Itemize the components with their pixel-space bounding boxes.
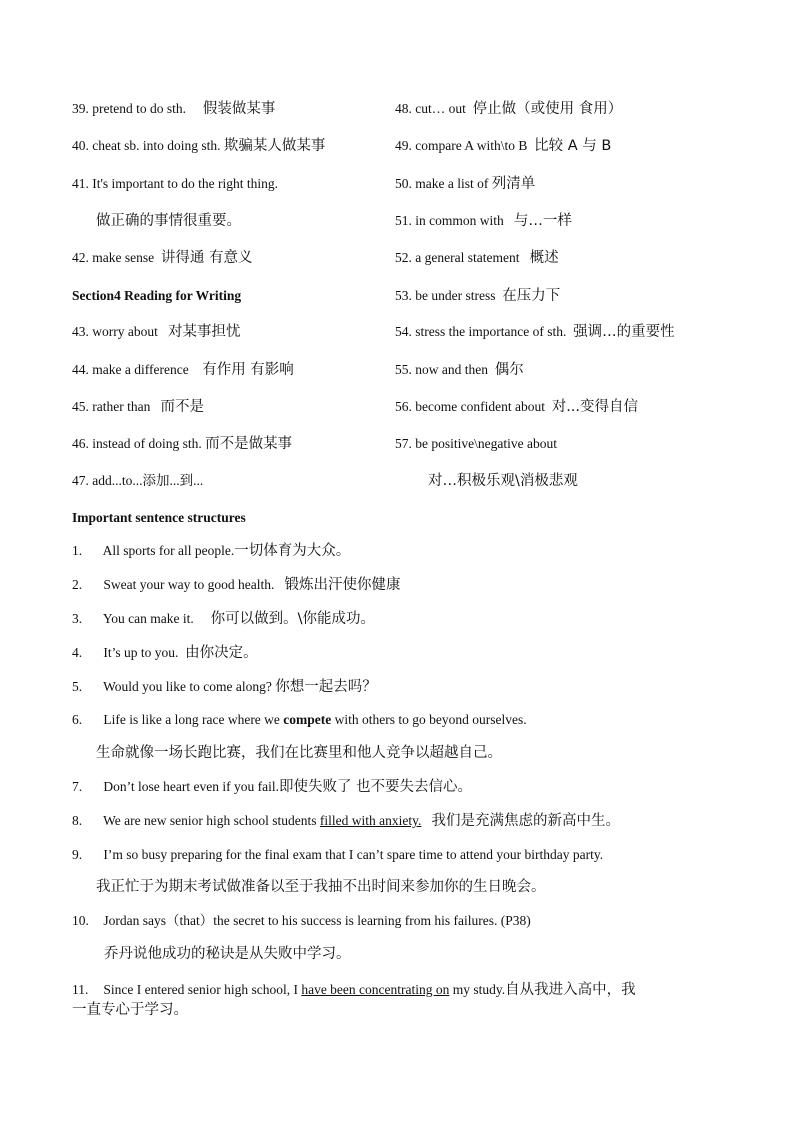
vocab-cn: 偶尔 [494,362,524,378]
vocab-item-57-cn [428,472,578,490]
vocab-item-41 [72,175,278,193]
sentence-cn: 生命就像一场长跑比赛，我们在比赛里和他人竞争以超越自己。 [96,745,502,761]
sentence-en: It’s up to you. [103,645,179,660]
vocab-en: 52. a general statement [395,250,520,265]
sentence-number: 4. [72,645,83,660]
vocab-item-44 [72,361,294,379]
vocab-en: 41. It's important to do the right thing. [72,176,279,191]
sentence-cn: 一直专心于学习。 [72,1002,188,1018]
structures-heading: Important sentence structures [72,510,246,525]
vocab-en: 48. cut… out [395,101,466,116]
sentence-en: Would you like to come along? [103,679,272,694]
sentence-5 [72,678,377,696]
vocab-item-43 [72,323,240,341]
sentence-cn: 由你决定。 [185,645,258,661]
sentence-en: I’m so busy preparing for the final exam that I can’t spare time to attend your birthday party. [103,847,604,862]
sentence-7 [72,778,472,796]
sentence-cn: 自从我进入高中，我 [505,982,636,998]
vocab-en: 45. rather than [72,399,151,414]
sentence-en-part-a: Since I entered senior high school, I [103,982,302,997]
vocab-cn: 有作用 有影响 [202,362,294,378]
vocab-item-41-cn [96,212,241,230]
sentence-11 [72,981,636,999]
vocab-en: 40. cheat sb. into doing sth. [72,138,221,153]
sentence-cn: 锻炼出汗使你健康 [284,577,401,593]
sentence-1 [72,542,350,560]
vocab-en: 50. make a list of [395,176,489,191]
vocab-cn: 强调…的重要性 [573,324,675,340]
sentence-cn: 即使失败了 也不要失去信心。 [278,779,473,795]
vocab-en: 42. make sense [72,250,155,265]
sentence-cn: 一切体育为大众。 [234,543,351,559]
vocab-cn: 停止做（或使用 食用） [472,101,623,117]
vocab-en: 47. add...to...添加...到... [72,473,204,488]
vocab-en: 46. instead of doing sth. [72,436,202,451]
sentence-number: 6. [72,712,83,727]
vocab-en: 44. make a difference [72,362,189,377]
vocab-cn: 列清单 [491,176,536,192]
sentence-6 [72,711,527,729]
sentence-en: Jordan says（that）the secret to his success is learning from his failures. (P38) [103,913,531,928]
vocab-item-51 [395,212,572,230]
vocab-item-49 [395,137,611,155]
sentence-cn: 你可以做到。\你能成功。 [210,611,376,627]
vocab-item-39 [72,100,275,118]
sentence-en-underlined: filled with anxiety. [319,813,422,828]
vocab-cn: 做正确的事情很重要。 [96,213,241,229]
vocab-en: 55. now and then [395,362,488,377]
vocab-cn: 讲得通 有意义 [160,250,253,266]
sentence-en: Don’t lose heart even if you fail. [103,779,279,794]
vocab-en: 54. stress the importance of sth. [395,324,567,339]
vocab-en: 39. pretend to do sth. [72,101,186,116]
sentence-number: 9. [72,847,83,862]
sentence-number: 1. [72,543,83,558]
sentence-9-cn [96,878,546,896]
sentence-3 [72,610,375,628]
vocab-cn: 对…积极乐观\消极悲观 [428,473,578,489]
vocab-en: 56. become confident about [395,399,545,414]
vocab-item-47 [72,472,203,490]
sentence-6-cn [96,744,502,762]
vocab-item-55 [395,361,524,379]
vocab-cn: 在压力下 [502,288,561,304]
sentence-10-cn [104,945,351,963]
vocab-en: 53. be under stress [395,288,496,303]
sentence-en-part-b: with others to go beyond ourselves. [331,712,527,727]
vocab-item-54 [395,323,675,341]
sentence-cn: 我正忙于为期末考试做准备以至于我抽不出时间来参加你的生日晚会。 [96,879,546,895]
vocab-cn: 对某事担忧 [167,324,241,340]
sentence-10 [72,912,531,930]
vocab-cn: 与…一样 [513,213,572,229]
vocab-item-42 [72,249,252,267]
vocab-item-46 [72,435,292,453]
sentence-number: 7. [72,779,83,794]
vocab-cn: 而不是 [160,399,204,415]
section-heading: Section4 Reading for Writing [72,288,242,303]
sentence-number: 11. [72,982,89,997]
sentence-4 [72,644,258,662]
sentence-en-bold: compete [283,712,332,727]
sentence-en: Sweat your way to good health. [103,577,275,592]
vocab-en: 51. in common with [395,213,504,228]
sentence-cn: 乔丹说他成功的秘诀是从失败中学习。 [104,946,351,962]
sentence-number: 5. [72,679,83,694]
vocab-item-53 [395,287,560,305]
sentence-en-underlined: have been concentrating on [301,982,450,997]
vocab-cn: 假装做某事 [202,101,276,117]
sentence-number: 2. [72,577,83,592]
vocab-cn: 对...变得自信 [551,399,639,415]
vocab-cn: 比较 A 与 B [534,138,612,154]
sentence-en: You can make it. [102,611,194,626]
sentence-en-part-a: We are new senior high school students [103,813,320,828]
sentence-number: 3. [72,611,83,626]
sentence-number: 10. [72,913,89,928]
sentence-en-part-b: my study. [449,982,506,997]
sentence-2 [72,576,400,594]
vocab-item-57 [395,435,557,453]
vocab-item-52 [395,249,559,267]
vocab-cn: 而不是做某事 [205,436,293,452]
vocab-item-45 [72,398,204,416]
sentence-9 [72,846,603,864]
sentence-11-cn-cont [72,1001,188,1019]
sentence-8 [72,812,620,830]
sentence-en-part-a: Life is like a long race where we [103,712,284,727]
vocab-item-50 [395,175,535,193]
sentence-cn: 我们是充满焦虑的新高中生。 [431,813,620,829]
vocab-item-40 [72,137,325,155]
vocab-cn: 欺骗某人做某事 [223,138,326,154]
sentence-cn: 你想一起去吗？ [275,679,377,695]
vocab-en: 49. compare A with\to B [395,138,528,153]
vocab-item-56 [395,398,638,416]
vocab-item-48 [395,100,622,118]
vocab-cn: 概述 [529,250,559,266]
sentence-en: All sports for all people. [102,543,235,558]
vocab-en: 43. worry about [72,324,158,339]
vocab-en: 57. be positive\negative about [395,436,557,451]
sentence-number: 8. [72,813,83,828]
